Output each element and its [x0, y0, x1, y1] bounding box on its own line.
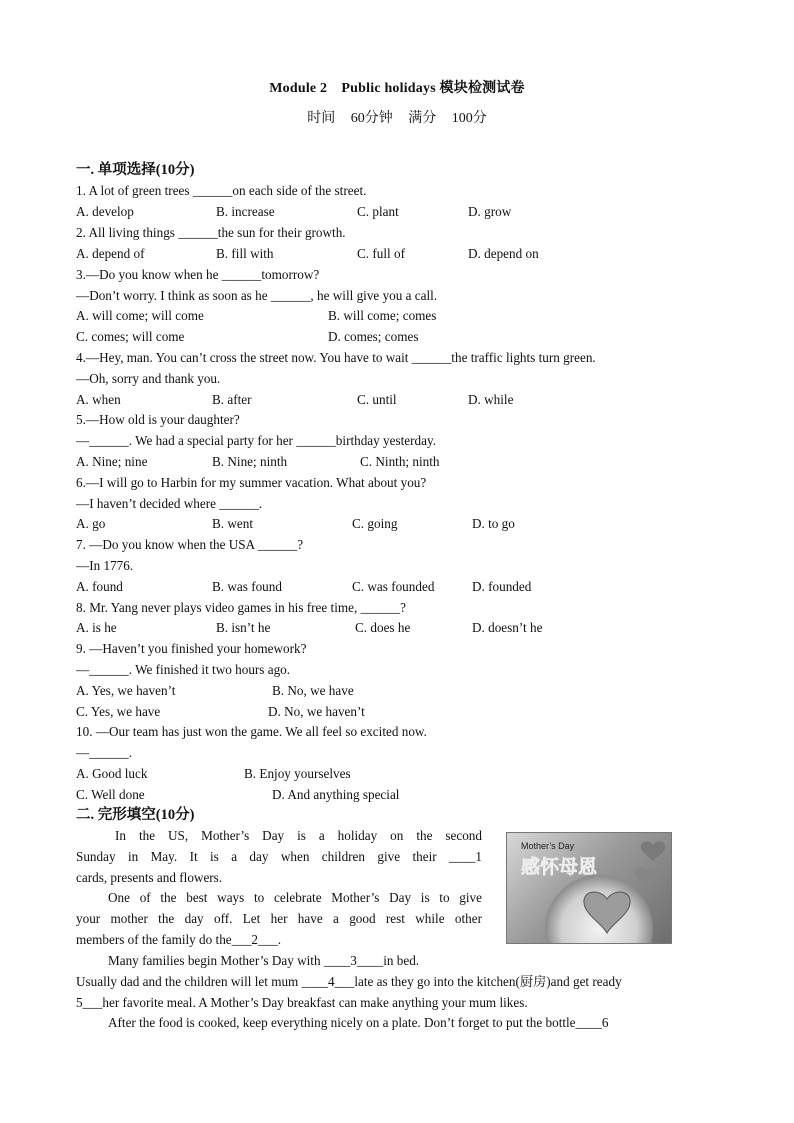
cloze-p1-line-2: Sunday in May. It is a day when children give their ____1	[76, 848, 482, 864]
score-value: 100分	[451, 111, 487, 126]
q10-option-a: A. Good luck	[76, 766, 148, 781]
section-1-heading: 一. 单项选择(10分)	[76, 162, 195, 178]
q5-option-b: B. Nine; ninth	[212, 454, 288, 469]
q1-options	[76, 202, 716, 222]
q9-stem-2: —______. We finished it two hours ago.	[76, 662, 291, 677]
cloze-p3-line-2: Usually dad and the children will let mum ____4___late as they go into the kitchen(厨房)and get ready	[76, 973, 622, 989]
q3-options-row-1	[76, 306, 716, 326]
time-label: 时间	[307, 111, 336, 126]
q8-option-b: B. isn’t he	[216, 620, 271, 635]
q10-stem: 10. —Our team has just won the game. We all feel so excited now.	[76, 724, 427, 739]
q2-option-a: A. depend of	[76, 246, 145, 261]
q7-option-a: A. found	[76, 579, 123, 594]
q6-options	[76, 514, 716, 534]
q7-stem: 7. —Do you know when the USA ______?	[76, 537, 304, 552]
q7-options	[76, 577, 716, 597]
q1-stem: 1. A lot of green trees ______on each side of the street.	[76, 183, 367, 198]
q9-option-d: D. No, we haven’t	[268, 704, 365, 719]
q2-option-c: C. full of	[357, 246, 405, 261]
q8-option-d: D. doesn’t he	[472, 620, 543, 635]
q4-stem-2: —Oh, sorry and thank you.	[76, 371, 221, 386]
cloze-p1-line-1: In the US, Mother’s Day is a holiday on the second	[115, 828, 482, 843]
q4-option-d: D. while	[468, 392, 514, 407]
cloze-paragraph-1	[76, 826, 482, 888]
small-heart-shape-2	[635, 868, 660, 887]
q9-option-a: A. Yes, we haven’t	[76, 683, 176, 698]
q3-stem-2: —Don’t worry. I think as soon as he ______, he will give you a call.	[76, 288, 438, 303]
small-heart-shape	[641, 842, 666, 861]
q10-option-b: B. Enjoy yourselves	[244, 766, 351, 781]
q6-stem: 6.—I will go to Harbin for my summer vacation. What about you?	[76, 475, 427, 490]
q10-option-d: D. And anything special	[272, 787, 400, 802]
q1-option-b: B. increase	[216, 204, 275, 219]
cloze-paragraph-4	[76, 1013, 718, 1034]
image-caption-chinese: 感怀母恩	[521, 856, 598, 878]
q3-option-b: B. will come; comes	[328, 308, 437, 323]
cloze-paragraph-2	[76, 888, 482, 950]
q6-option-a: A. go	[76, 516, 106, 531]
q6-option-c: C. going	[352, 516, 398, 531]
mothers-day-image	[506, 832, 672, 944]
cloze-p4-line-1: After the food is cooked, keep everything nicely on a plate. Don’t forget to put the bottle____6	[108, 1015, 609, 1030]
q7-option-c: C. was founded	[352, 579, 435, 594]
q5-stem-2: —______. We had a special party for her ______birthday yesterday.	[76, 433, 437, 448]
q4-options	[76, 390, 716, 410]
q2-options	[76, 244, 716, 264]
q8-stem: 8. Mr. Yang never plays video games in his free time, ______?	[76, 600, 406, 615]
q10-options-row-2	[76, 785, 716, 805]
q3-option-c: C. comes; will come	[76, 329, 185, 344]
exam-title: Module 2 Public holidays 模块检测试卷	[269, 81, 525, 96]
q8-options	[76, 618, 716, 638]
q9-option-c: C. Yes, we have	[76, 704, 161, 719]
q1-option-c: C. plant	[357, 204, 399, 219]
q10-options-row-1	[76, 764, 716, 784]
q10-stem-2: —______.	[76, 745, 133, 760]
cloze-p2-line-1: One of the best ways to celebrate Mother’s Day is to give	[108, 890, 482, 905]
q5-options	[76, 452, 716, 472]
cloze-p2-line-3: members of the family do the___2___.	[76, 931, 282, 947]
q9-options-row-2	[76, 702, 716, 722]
q6-option-b: B. went	[212, 516, 254, 531]
q3-option-d: D. comes; comes	[328, 329, 419, 344]
q9-option-b: B. No, we have	[272, 683, 354, 698]
q3-stem: 3.—Do you know when he ______tomorrow?	[76, 267, 320, 282]
q4-option-b: B. after	[212, 392, 252, 407]
q7-option-b: B. was found	[212, 579, 282, 594]
q5-option-c: C. Ninth; ninth	[360, 454, 440, 469]
q5-stem: 5.—How old is your daughter?	[76, 412, 240, 427]
q2-option-b: B. fill with	[216, 246, 274, 261]
q6-stem-2: —I haven’t decided where ______.	[76, 496, 263, 511]
q10-option-c: C. Well done	[76, 787, 145, 802]
exam-subtitle	[0, 107, 794, 127]
q5-option-a: A. Nine; nine	[76, 454, 148, 469]
q3-option-a: A. will come; will come	[76, 308, 204, 323]
cloze-p2-line-2: your mother the day off. Let her have a good rest while other	[76, 910, 482, 926]
time-value: 60分钟	[350, 111, 393, 126]
q1-option-a: A. develop	[76, 204, 134, 219]
q2-option-d: D. depend on	[468, 246, 539, 261]
cloze-p3-line-3: 5___her favorite meal. A Mother’s Day breakfast can make anything your mum likes.	[76, 994, 528, 1010]
q4-stem: 4.—Hey, man. You can’t cross the street now. You have to wait ______the traffic lights turn green.	[76, 350, 596, 365]
q9-stem: 9. —Haven’t you finished your homework?	[76, 641, 307, 656]
q8-option-c: C. does he	[355, 620, 411, 635]
q6-option-d: D. to go	[472, 516, 515, 531]
score-label: 满分	[408, 111, 437, 126]
q4-option-c: C. until	[357, 392, 397, 407]
cloze-paragraph-3	[76, 951, 718, 1013]
q9-options-row-1	[76, 681, 716, 701]
section-2-heading: 二. 完形填空(10分)	[76, 807, 195, 823]
cloze-p1-line-3: cards, presents and flowers.	[76, 869, 223, 885]
q2-stem: 2. All living things ______the sun for their growth.	[76, 225, 346, 240]
q8-option-a: A. is he	[76, 620, 117, 635]
mothers-day-illustration	[507, 833, 671, 943]
q1-option-d: D. grow	[468, 204, 512, 219]
image-caption-english: Mother’s Day	[521, 841, 575, 851]
cloze-p3-line-1: Many families begin Mother’s Day with ____3____in bed.	[108, 953, 420, 968]
q3-options-row-2	[76, 327, 716, 347]
q7-stem-2: —In 1776.	[76, 558, 134, 573]
q4-option-a: A. when	[76, 392, 121, 407]
q7-option-d: D. founded	[472, 579, 532, 594]
